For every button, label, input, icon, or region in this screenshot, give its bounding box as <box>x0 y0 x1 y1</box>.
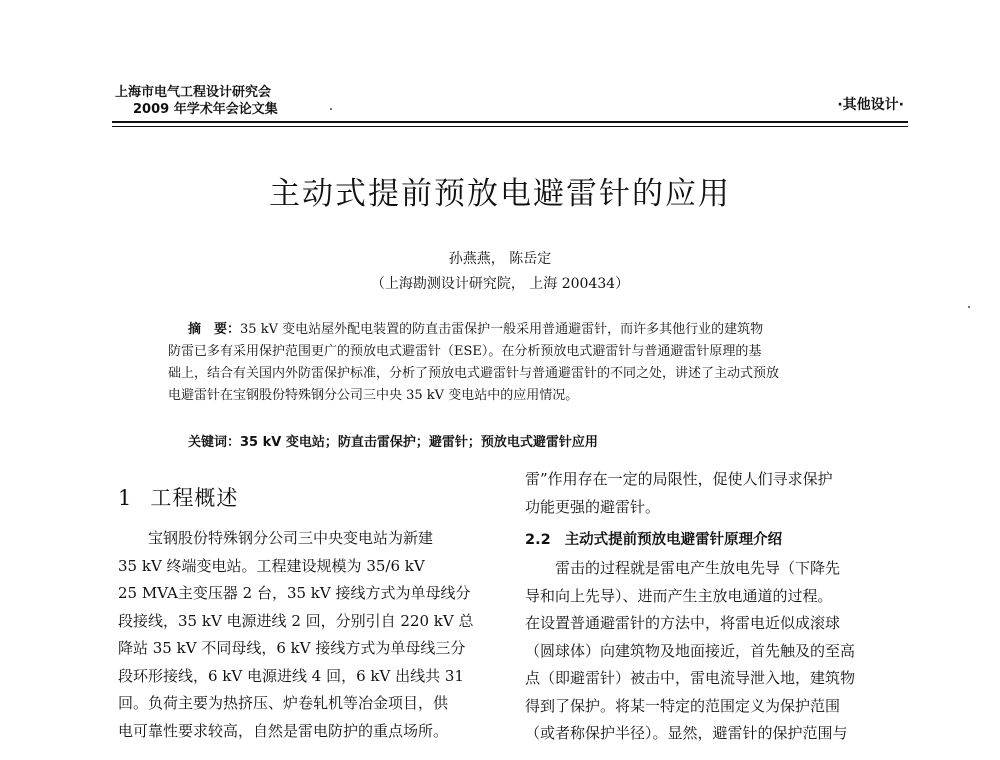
text-line: 25 MVA主变压器 2 台，35 kV 接线方式为单母线分 <box>118 584 471 602</box>
subsection-paragraph <box>525 555 905 748</box>
keywords-text: 35 kV 变电站；防直击雷保护；避雷针；预放电式避雷针应用 <box>240 435 598 450</box>
text-line: 35 kV 终端变电站。工程建设规模为 35/6 kV <box>118 556 425 575</box>
text-line: 降站 35 kV 不同母线，6 kV 接线方式为单母线三分 <box>118 639 466 657</box>
abstract-line: 础上，结合有关国内外防雷保护标准，分析了预放电式避雷针与普通避雷针的不同之处，讲述了主动式预放 <box>168 366 780 381</box>
text-line: 雷”作用存在一定的局限性，促使人们寻求保护 <box>525 470 833 488</box>
text-line: 得到了保护。将某一特定的范围定义为保护范围 <box>525 696 841 715</box>
keywords-label: 关键词： <box>188 435 241 450</box>
abstract-line: 电避雷针在宝钢股份特殊钢分公司三中央 35 kV 变电站中的应用情况。 <box>168 388 579 403</box>
left-column <box>118 482 492 745</box>
journal-header <box>115 84 278 118</box>
affiliation: （上海勘测设计研究院， 上海 200434） <box>370 276 630 292</box>
section-title: 工程概述 <box>150 486 239 510</box>
keywords <box>188 431 598 450</box>
scan-speck <box>330 108 332 110</box>
text-line: 雷击的过程就是雷电产生放电先导（下降先 <box>555 559 841 577</box>
header-rule-thin <box>112 126 908 127</box>
section-paragraph <box>118 525 492 745</box>
journal-volume: 2009 年学术年会论文集 <box>133 102 278 117</box>
abstract-label: 摘 要： <box>188 322 241 337</box>
paper-title: 主动式提前预放电避雷针的应用 <box>269 176 731 212</box>
text-line: 导和向上先导）、进而产生主放电通道的过程。 <box>525 586 833 605</box>
abstract-line <box>168 319 858 341</box>
journal-org: 上海市电气工程设计研究会 <box>115 85 272 100</box>
text-line: 在设置普通避雷针的方法中，将雷电近似成滚球 <box>525 614 841 632</box>
text-line: （或者称保护半径）。显然，避雷针的保护范围与 <box>525 724 848 742</box>
subsection-heading <box>525 528 905 552</box>
text-line: 回。负荷主要为热挤压、炉卷轧机等冶金项目，供 <box>118 694 449 712</box>
subsection-title: 主动式提前预放电避雷针原理介绍 <box>564 532 783 548</box>
abstract-line: 防雷已多有采用保护范围更广的预放电式避雷针（ESE）。在分析预放电式避雷针与普通避雷针原理的基 <box>168 344 762 359</box>
text-line: 电可靠性要求较高，自然是雷电防护的重点场所。 <box>118 721 449 740</box>
section-label: ·其他设计· <box>837 97 904 113</box>
abstract-text: 35 kV 变电站屋外配电装置的防直击雷保护一般采用普通避雷针，而许多其他行业的建筑物 <box>240 322 764 337</box>
authors: 孙燕燕， 陈岳定 <box>448 251 552 267</box>
section-number: 1 <box>118 486 133 510</box>
header-rule <box>112 121 908 123</box>
text-line: 宝钢股份特殊钢分公司三中央变电站为新建 <box>148 529 434 547</box>
text-line: 功能更强的避雷针。 <box>525 497 661 516</box>
scan-speck <box>968 306 970 308</box>
text-line: 点（即避雷针）被击中，雷电流导泄入地，建筑物 <box>525 669 856 687</box>
abstract <box>168 319 858 407</box>
continued-paragraph <box>525 466 905 521</box>
text-line: 段接线，35 kV 电源进线 2 回，分别引自 220 kV 总 <box>118 611 474 630</box>
right-column <box>525 466 905 748</box>
section-heading <box>118 482 492 512</box>
text-line: （圆球体）向建筑物及地面接近，首先触及的至高 <box>525 641 856 660</box>
subsection-number: 2.2 <box>525 532 551 548</box>
text-line: 段环形接线，6 kV 电源进线 4 回，6 kV 出线共 31 <box>118 666 464 685</box>
